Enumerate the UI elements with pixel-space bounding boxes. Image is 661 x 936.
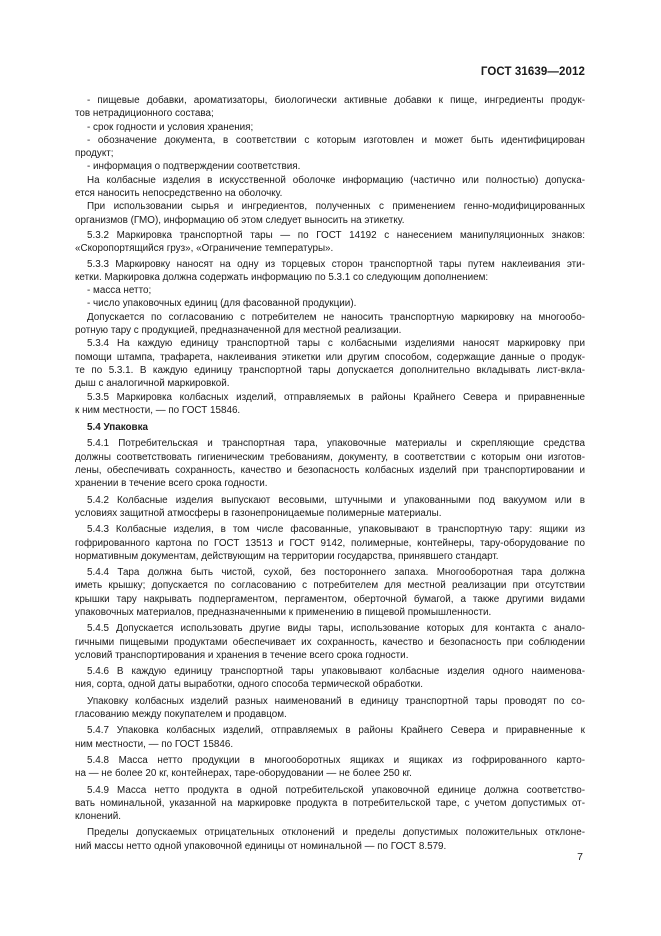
text-line: должны соответствовать гигиеническим требованиям, документу, в соответствии с которым они изготов-: [75, 451, 585, 463]
text-line: 5.4.4 Тара должна быть чистой, сухой, без постороннего запаха. Многооборотная тара должна: [87, 567, 585, 579]
text-line: хранении в течение всего срока годности.: [75, 478, 268, 490]
text-line: кетки. Маркировка должна содержать информацию по 5.3.1 со следующим дополнением:: [75, 271, 489, 283]
paragraph: [75, 200, 585, 227]
text-line: 5.4.2 Колбасные изделия выпускают весовыми, штучными и упакованными под вакуумом или в: [87, 494, 585, 506]
paragraph: [75, 784, 585, 824]
paragraph: [75, 523, 585, 563]
text-line: - масса нетто;: [87, 285, 152, 297]
paragraph: [75, 826, 585, 853]
text-line: условий транспортирования и хранения в течение всего срока годности.: [75, 649, 409, 661]
text-line: организмов (ГМО), информацию об этом следует выносить на этикетку.: [75, 214, 405, 226]
text-line: 5.3.2 Маркировка транспортной тары — по ГОСТ 14192 с нанесением манипуляционных знаков:: [87, 229, 585, 241]
text-line: 5.4.1 Потребительская и транспортная тара, упаковочные материалы и скрепляющие средства: [87, 438, 585, 450]
paragraph: [75, 695, 585, 722]
paragraph: [75, 754, 585, 781]
text-line: 5.3.3 Маркировку наносят на одну из торцевых сторон транспортной тары путем наклеивания эти-: [87, 258, 585, 270]
text-line: При использовании сырья и ингредиентов, полученных с применением генно-модифицированных: [87, 201, 585, 213]
text-line: на — не более 20 кг, контейнерах, таре-оборудовании — не более 250 кг.: [75, 768, 412, 780]
text-line: - число упаковочных единиц (для фасованной продукции).: [87, 298, 357, 310]
text-line: Упаковку колбасных изделий разных наименований в единицу транспортной тары проводят по со-: [87, 695, 585, 707]
text-line: крышки тару накрывать подпергаментом, пергаментом, оберточной бумагой, а также другими видами: [75, 593, 585, 605]
paragraph: [75, 391, 585, 418]
text-line: ния, сорта, одной даты выработки, одного способа термической обработки.: [75, 679, 423, 691]
paragraph: [75, 134, 585, 161]
page-number: 7: [577, 851, 583, 863]
section-title: [75, 421, 585, 434]
document-body: [75, 94, 585, 853]
paragraph: [75, 665, 585, 692]
text-line: 5.4.7 Упаковка колбасных изделий, отправляемых в районы Крайнего Севера и приравненные к: [87, 725, 585, 737]
paragraph: [75, 297, 585, 310]
paragraph: [75, 494, 585, 521]
paragraph: [75, 94, 585, 121]
text-line: - пищевые добавки, ароматизаторы, биологически активные добавки к пище, ингредиенты продук-: [87, 95, 585, 106]
text-line: Пределы допускаемых отрицательных отклонений и пределы допустимых положительных отклоне-: [87, 827, 585, 839]
paragraph: [75, 566, 585, 619]
paragraph: [75, 622, 585, 662]
paragraph: [75, 258, 585, 285]
text-line: «Скоропортящийся груз», «Ограничение температуры».: [75, 243, 334, 255]
text-line: ротную тару с продукцией, предназначенной для местной реализации.: [75, 325, 402, 337]
paragraph: [75, 724, 585, 751]
paragraph: [75, 121, 585, 134]
text-line: ним местности, — по ГОСТ 15846.: [75, 738, 234, 750]
text-line: гичными пищевыми продуктами обеспечивает их сохранность, качество и безопасность при соблюдении: [75, 636, 585, 648]
paragraph: [75, 229, 585, 256]
text-line: те по 5.3.1. В каждую единицу транспортной тары допускается дополнительно вкладывать лист-вкла-: [75, 364, 585, 376]
text-line: упаковочных материалов, предназначенными к применению в пищевой промышленности.: [75, 606, 492, 618]
text-line: гофрированного картона по ГОСТ 13513 и ГОСТ 9142, полимерные, контейнеры, тару-оборудование по: [75, 537, 585, 549]
paragraph: [75, 174, 585, 201]
text-line: 5.4.3 Колбасные изделия, в том числе фасованные, упаковывают в транспортную тару: ящики из: [87, 524, 585, 536]
text-line: - информация о подтверждении соответствия.: [87, 161, 301, 173]
text-line: тов нетрадиционного состава;: [75, 108, 214, 120]
text-line: 5.4.9 Масса нетто продукта в одной потребительской упаковочной единице должна соответство-: [87, 784, 585, 796]
text-line: 5.4.5 Допускается использовать другие виды тары, использование которых для контакта с анало-: [87, 623, 585, 635]
text-line: иметь крышку; допускается по согласованию с потребителем для местной реализации при отсутствии: [75, 580, 585, 592]
text-line: 5.4.8 Масса нетто продукции в многооборотных ящиках и ящиках из гофрированного карто-: [87, 754, 585, 766]
text-line: нормативным документам, действующим на территории государства, принявшего стандарт.: [75, 550, 499, 562]
text-line: 5.4 Упаковка: [87, 422, 149, 434]
paragraph: [75, 284, 585, 297]
text-line: дыш с аналогичной маркировкой.: [75, 378, 230, 390]
text-line: к ним местности, — по ГОСТ 15846.: [75, 404, 241, 416]
text-line: 5.3.4 На каждую единицу транспортной тары с колбасными изделиями наносят маркировку при: [87, 338, 585, 350]
document-standard-number: ГОСТ 31639—2012: [480, 66, 585, 78]
text-line: ется наносить непосредственно на оболочку.: [75, 188, 283, 200]
paragraph: [75, 160, 585, 173]
paragraph: [75, 337, 585, 390]
text-line: На колбасные изделия в искусственной оболочке информацию (частично или полностью) допуска-: [87, 174, 585, 186]
text-line: 5.4.6 В каждую единицу транспортной тары упаковывают колбасные изделия одного наименова-: [87, 666, 585, 678]
text-line: - срок годности и условия хранения;: [87, 121, 254, 133]
text-line: 5.3.5 Маркировка колбасных изделий, отправляемых в районы Крайнего Севера и приравненные: [87, 391, 585, 403]
text-line: Допускается по согласованию с потребителем не наносить транспортную маркировку на многообо-: [87, 311, 585, 323]
text-line: ний массы нетто одной упаковочной единицы от номинальной — по ГОСТ 8.579.: [75, 840, 447, 852]
text-line: условиях защитной атмосферы в газонепроницаемые полимерные материалы.: [75, 507, 442, 519]
paragraph: [75, 437, 585, 490]
text-line: клонений.: [75, 811, 121, 823]
text-line: продукт;: [75, 148, 114, 160]
text-line: вать номинальной, указанной на маркировке продукта в потребительской таре, с учетом допустимых от-: [75, 797, 585, 809]
text-line: гласованию между покупателем и продавцом.: [75, 709, 287, 721]
text-line: помощи штампа, трафарета, наклеивания этикетки или другим способом, содержащие данные о продук-: [75, 351, 585, 363]
text-line: - обозначение документа, в соответствии с которым изготовлен и может быть идентифицирован: [87, 134, 585, 146]
text-line: лены, обеспечивать сохранность, качество и безопасность колбасных изделий при транспортировании и: [75, 465, 585, 477]
paragraph: [75, 311, 585, 338]
